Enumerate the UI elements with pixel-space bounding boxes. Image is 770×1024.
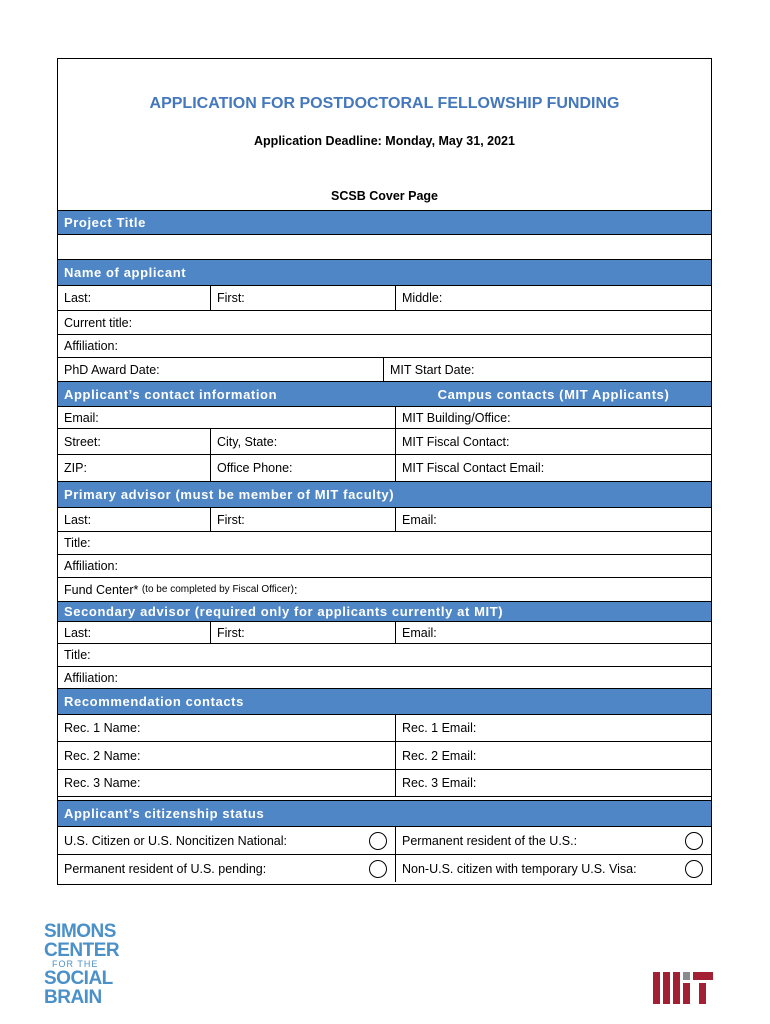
mit-building-field[interactable]: MIT Building/Office: (402, 410, 511, 425)
rec2-name-field[interactable]: Rec. 2 Name: (58, 742, 396, 769)
applicant-middle-field[interactable]: Middle: (402, 291, 443, 305)
primary-advisor-first-field[interactable]: First: (211, 508, 396, 531)
rec2-row (58, 742, 711, 770)
section-citizenship-status: Applicant’s citizenship status (58, 800, 711, 827)
primary-advisor-email-field[interactable]: Email: (402, 512, 437, 527)
city-state-field[interactable]: City, State: (211, 429, 396, 454)
secondary-advisor-first-field[interactable]: First: (211, 622, 396, 643)
mit-fiscal-email-field[interactable]: MIT Fiscal Contact Email: (402, 461, 545, 475)
permanent-resident-option: Permanent resident of the U.S.: (396, 827, 711, 854)
section-contact-info: Applicant’s contact information Campus contacts (MIT Applicants) (58, 382, 711, 407)
current-title-field[interactable]: Current title: (58, 311, 711, 335)
applicant-first-field[interactable]: First: (211, 286, 396, 310)
citizenship-row-1 (58, 827, 711, 855)
secondary-advisor-affiliation-field[interactable]: Affiliation: (58, 667, 711, 689)
simons-center-logo: SIMONS CENTER FOR THE SOCIAL BRAIN (44, 921, 120, 1008)
form-rows (58, 210, 711, 882)
rec3-name-field[interactable]: Rec. 3 Name: (58, 770, 396, 796)
pr-pending-radio[interactable] (369, 860, 387, 878)
secondary-advisor-last-field[interactable]: Last: (58, 622, 211, 643)
rec1-row (58, 715, 711, 742)
primary-advisor-last-field[interactable]: Last: (58, 508, 211, 531)
pr-pending-option: Permanent resident of U.S. pending: (58, 855, 396, 882)
project-title-field[interactable] (58, 235, 711, 260)
rec1-name-field[interactable]: Rec. 1 Name: (58, 715, 396, 741)
affiliation-field[interactable]: Affiliation: (58, 335, 711, 358)
cover-page-label: SCSB Cover Page (331, 189, 438, 203)
rec2-email-field[interactable]: Rec. 2 Email: (402, 748, 477, 763)
mit-fiscal-contact-field[interactable]: MIT Fiscal Contact: (402, 434, 510, 449)
mit-logo (653, 972, 713, 1004)
primary-advisor-title-field[interactable]: Title: (58, 532, 711, 555)
section-name-of-applicant: Name of applicant (58, 260, 711, 286)
us-citizen-option: U.S. Citizen or U.S. Noncitizen National: (58, 827, 396, 854)
application-deadline: Application Deadline: Monday, May 31, 2021 (254, 134, 515, 148)
zip-field[interactable]: ZIP: (58, 455, 211, 481)
secondary-advisor-email-field[interactable]: Email: (402, 625, 437, 640)
office-phone-field[interactable]: Office Phone: (211, 455, 396, 481)
phd-award-date-field[interactable]: PhD Award Date: (58, 358, 384, 381)
us-citizen-radio[interactable] (369, 832, 387, 850)
rec3-row (58, 770, 711, 797)
secondary-advisor-name-row (58, 622, 711, 644)
rec1-email-field[interactable]: Rec. 1 Email: (402, 721, 477, 735)
primary-advisor-name-row (58, 508, 711, 532)
permanent-resident-radio[interactable] (685, 832, 703, 850)
non-us-citizen-option: Non-U.S. citizen with temporary U.S. Visa: (396, 855, 711, 882)
primary-advisor-affiliation-field[interactable]: Affiliation: (58, 555, 711, 578)
rec3-email-field[interactable]: Rec. 3 Email: (402, 776, 477, 790)
section-recommendation-contacts: Recommendation contacts (58, 689, 711, 715)
section-secondary-advisor: Secondary advisor (required only for applicants currently at MIT) (58, 602, 711, 622)
street-field[interactable]: Street: (58, 429, 211, 454)
section-primary-advisor: Primary advisor (must be member of MIT faculty) (58, 482, 711, 508)
applicant-name-row (58, 286, 711, 311)
dates-row (58, 358, 711, 382)
citizenship-row-2 (58, 855, 711, 882)
email-row (58, 407, 711, 429)
secondary-advisor-title-field[interactable]: Title: (58, 644, 711, 667)
mit-start-date-field[interactable]: MIT Start Date: (390, 362, 475, 377)
section-project-title: Project Title (58, 210, 711, 235)
street-row (58, 429, 711, 455)
zip-row (58, 455, 711, 482)
application-form (57, 58, 712, 885)
fund-center-field[interactable]: Fund Center* (to be completed by Fiscal Officer) : (58, 578, 711, 602)
applicant-email-field[interactable]: Email: (58, 407, 396, 428)
form-title: APPLICATION FOR POSTDOCTORAL FELLOWSHIP FUNDING (149, 95, 620, 112)
non-us-citizen-radio[interactable] (685, 860, 703, 878)
applicant-last-field[interactable]: Last: (58, 286, 211, 310)
